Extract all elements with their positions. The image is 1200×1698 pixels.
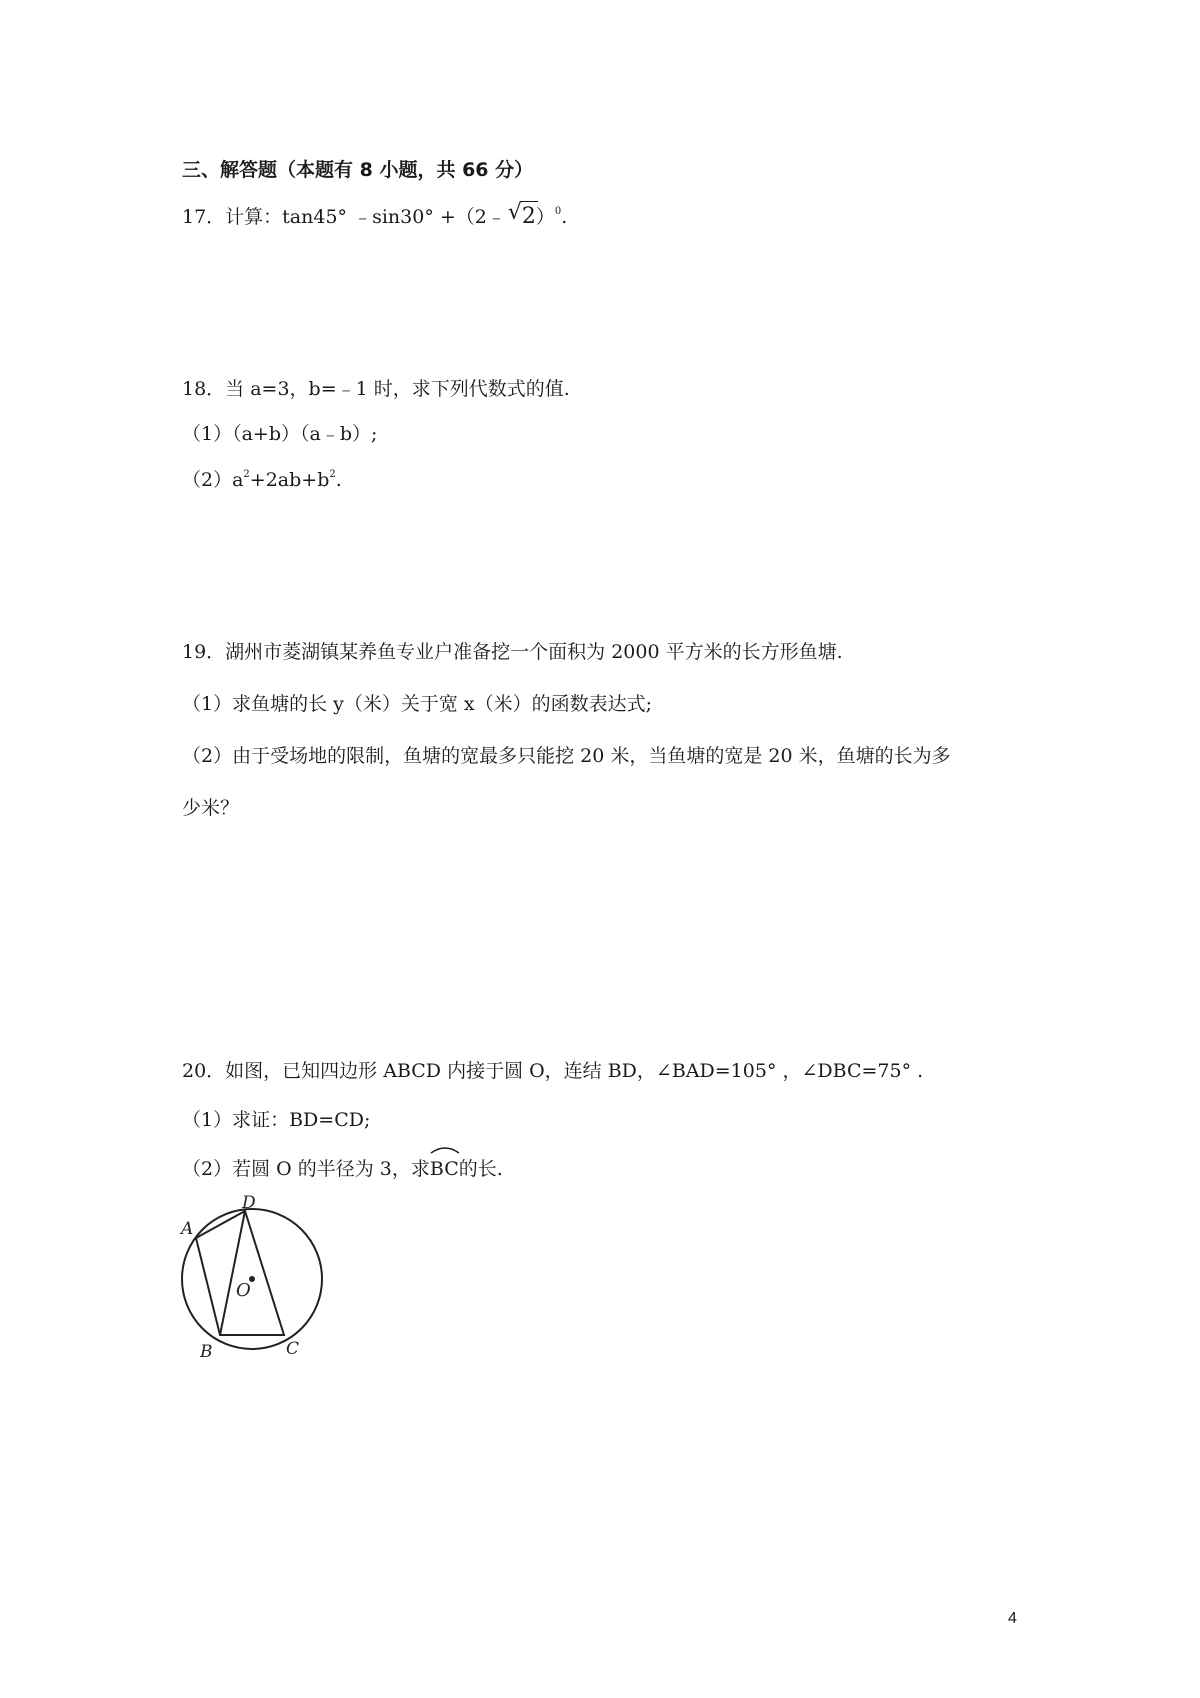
q17-exponent: 0: [554, 206, 562, 217]
label-d: D: [242, 1194, 256, 1213]
label-b: B: [200, 1342, 213, 1359]
sqrt-symbol: [507, 200, 536, 231]
q18-part2-end: .: [335, 469, 342, 491]
label-a: A: [181, 1219, 194, 1239]
q18-part2-mid: +2ab+b: [249, 469, 330, 491]
label-c: C: [286, 1339, 300, 1359]
q17-prefix: 17．计算：tan45° ﹣sin30° +（2﹣: [182, 206, 506, 228]
arc-notation: [430, 1155, 459, 1183]
q18-part2-prefix: （2）a: [182, 469, 244, 491]
label-o: O: [236, 1280, 251, 1301]
question-19-part-2-line-2: 少米？: [182, 797, 240, 819]
radical-sign-icon: √: [507, 200, 522, 225]
q18-exponent-2: 2: [329, 469, 336, 480]
section-heading: 三、解答题（本题有 8 小题，共 66 分）: [182, 159, 534, 181]
quadrilateral-abcd: [196, 1211, 284, 1335]
circle-quadrilateral-figure: [178, 1194, 323, 1359]
q17-radicand: 2: [521, 204, 536, 229]
q18-exponent-1: 2: [243, 469, 250, 480]
q20-part2-suffix: 的长.: [458, 1158, 503, 1180]
question-19-part-2-line-1: （2）由于受场地的限制，鱼塘的宽最多只能挖 20 米，当鱼塘的宽是 20 米，鱼塘的长为多: [182, 745, 951, 767]
arc-mark-icon: [430, 1146, 460, 1154]
question-20-stem: 20．如图，已知四边形 ABCD 内接于圆 O，连结 BD，∠BAD=105° ，∠DBC=75° .: [182, 1060, 924, 1082]
radical-bar: [520, 201, 538, 202]
q17-suffix: ）: [535, 206, 555, 228]
question-20-part-2: [182, 1155, 503, 1183]
question-18-part-1: （1）（a+b）（a﹣b）;: [182, 423, 378, 445]
question-20-part-1: （1）求证：BD=CD;: [182, 1109, 371, 1131]
question-17: [182, 200, 568, 231]
q20-part2-prefix: （2）若圆 O 的半径为 3，求: [182, 1158, 430, 1180]
page-number: 4: [1008, 1610, 1017, 1627]
question-19-stem: 19．湖州市菱湖镇某养鱼专业户准备挖一个面积为 2000 平方米的长方形鱼塘.: [182, 641, 843, 663]
arc-label: BC: [429, 1158, 459, 1180]
segment-bd: [220, 1211, 245, 1335]
question-19-part-1: （1）求鱼塘的长 y（米）关于宽 x（米）的函数表达式;: [182, 693, 653, 715]
q17-end: .: [561, 206, 568, 228]
question-18-stem: 18．当 a=3，b=﹣1 时，求下列代数式的值.: [182, 378, 570, 400]
question-18-part-2: [182, 466, 342, 494]
